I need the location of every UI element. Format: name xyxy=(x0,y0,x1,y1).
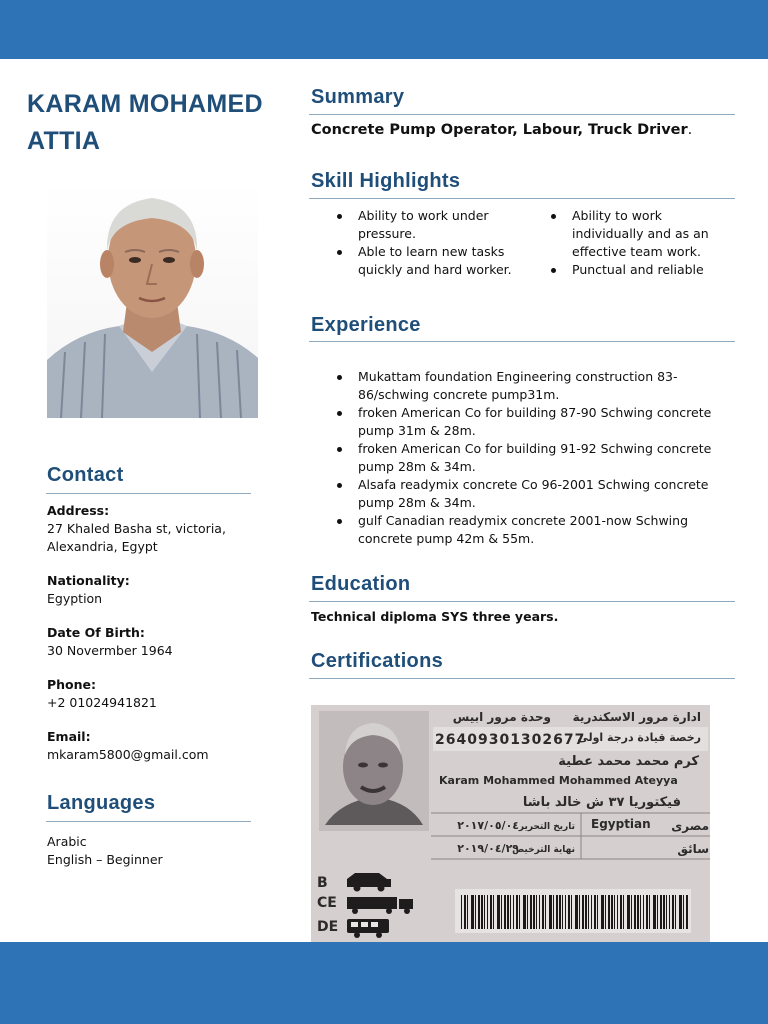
card-expiry-label: نهاية الترخيص xyxy=(512,845,575,855)
experience-item: Mukattam foundation Engineering construction 83-86/schwing concrete pump31m. xyxy=(334,368,734,404)
language-item: Arabic xyxy=(47,834,87,849)
language-item: English – Beginner xyxy=(47,852,163,867)
skills-divider xyxy=(309,198,735,199)
top-banner xyxy=(0,0,768,59)
name-line-2: ATTIA xyxy=(27,127,101,155)
experience-divider xyxy=(309,341,735,342)
card-nationality: Egyptian xyxy=(591,817,651,831)
experience-item: froken American Co for building 91-92 Schwing concrete pump 28m & 34m. xyxy=(334,440,734,476)
nationality-label: Nationality: xyxy=(47,573,130,588)
card-name-arabic: كرم محمد محمد عطية xyxy=(558,754,699,769)
skill-item: Ability to work under pressure. xyxy=(334,207,524,243)
contact-heading: Contact xyxy=(47,464,124,486)
profile-photo xyxy=(47,182,258,418)
name-line-1: KARAM MOHAMED xyxy=(27,90,263,118)
candidate-name xyxy=(27,86,302,160)
driving-license-image xyxy=(311,705,710,942)
card-occupation: سائق xyxy=(677,842,709,856)
summary-divider xyxy=(309,114,735,115)
card-nationality-arabic: مصرى xyxy=(671,819,709,833)
languages-list xyxy=(47,833,257,869)
card-expiry-date: ٢٠١٩/٠٤/٢٩ xyxy=(457,842,519,855)
education-text: Technical diploma SYS three years. xyxy=(311,609,559,624)
phone-value: +2 01024941821 xyxy=(47,695,157,710)
address-line-2: Alexandria, Egypt xyxy=(47,539,158,554)
nationality-value: Egyption xyxy=(47,591,103,606)
languages-divider xyxy=(46,821,251,822)
card-issue-date: ٢٠١٧/٠٥/٠٤ xyxy=(457,819,519,832)
education-divider xyxy=(309,601,735,602)
summary-period: . xyxy=(687,122,693,138)
card-category-ce: CE xyxy=(317,895,337,911)
bottom-banner xyxy=(0,942,768,1024)
skills-heading: Skill Highlights xyxy=(311,170,461,192)
contact-divider xyxy=(46,493,251,494)
card-class: رخصة قيادة درجة اولى xyxy=(577,731,701,744)
summary-text xyxy=(311,122,692,138)
skill-item: Able to learn new tasks quickly and hard worker. xyxy=(334,243,524,279)
experience-item: Alsafa readymix concrete Co 96-2001 Schwing concrete pump 28m & 34m. xyxy=(334,476,734,512)
card-category-b: B xyxy=(317,875,328,891)
skill-item: Ability to work individually and as an effective team work. xyxy=(548,207,723,261)
summary-roles: Concrete Pump Operator, Labour, Truck Driver xyxy=(311,122,688,138)
summary-heading: Summary xyxy=(311,86,405,108)
card-address: فيكتوريا ٣٧ ش خالد باشا xyxy=(522,795,681,810)
experience-heading: Experience xyxy=(311,314,421,336)
experience-list xyxy=(334,368,734,548)
languages-heading: Languages xyxy=(47,792,156,814)
certifications-heading: Certifications xyxy=(311,650,444,672)
certifications-divider xyxy=(309,678,735,679)
skills-list-right xyxy=(548,207,723,279)
email-label: Email: xyxy=(47,729,91,744)
card-header-right: ادارة مرور الاسكندرية xyxy=(572,710,701,724)
dob-label: Date Of Birth: xyxy=(47,625,145,640)
skills-list-left xyxy=(334,207,524,279)
card-category-de: DE xyxy=(317,919,339,935)
dob-value: 30 Novermber 1964 xyxy=(47,643,173,658)
phone-label: Phone: xyxy=(47,677,97,692)
contact-details xyxy=(47,502,257,780)
card-header-left: وحدة مرور ابيس xyxy=(452,710,551,724)
experience-item: froken American Co for building 87-90 Schwing concrete pump 31m & 28m. xyxy=(334,404,734,440)
card-issue-label: تاريخ التحرير xyxy=(518,822,575,832)
address-line-1: 27 Khaled Basha st, victoria, xyxy=(47,521,226,536)
address-label: Address: xyxy=(47,503,110,518)
email-value: mkaram5800@gmail.com xyxy=(47,747,209,762)
skill-item: Punctual and reliable xyxy=(548,261,723,279)
education-heading: Education xyxy=(311,573,411,595)
card-id-number: 26409301302677 xyxy=(435,732,586,748)
card-name-english: Karam Mohammed Mohammed Ateyya xyxy=(439,774,678,787)
experience-item: gulf Canadian readymix concrete 2001-now Schwing concrete pump 42m & 55m. xyxy=(334,512,734,548)
